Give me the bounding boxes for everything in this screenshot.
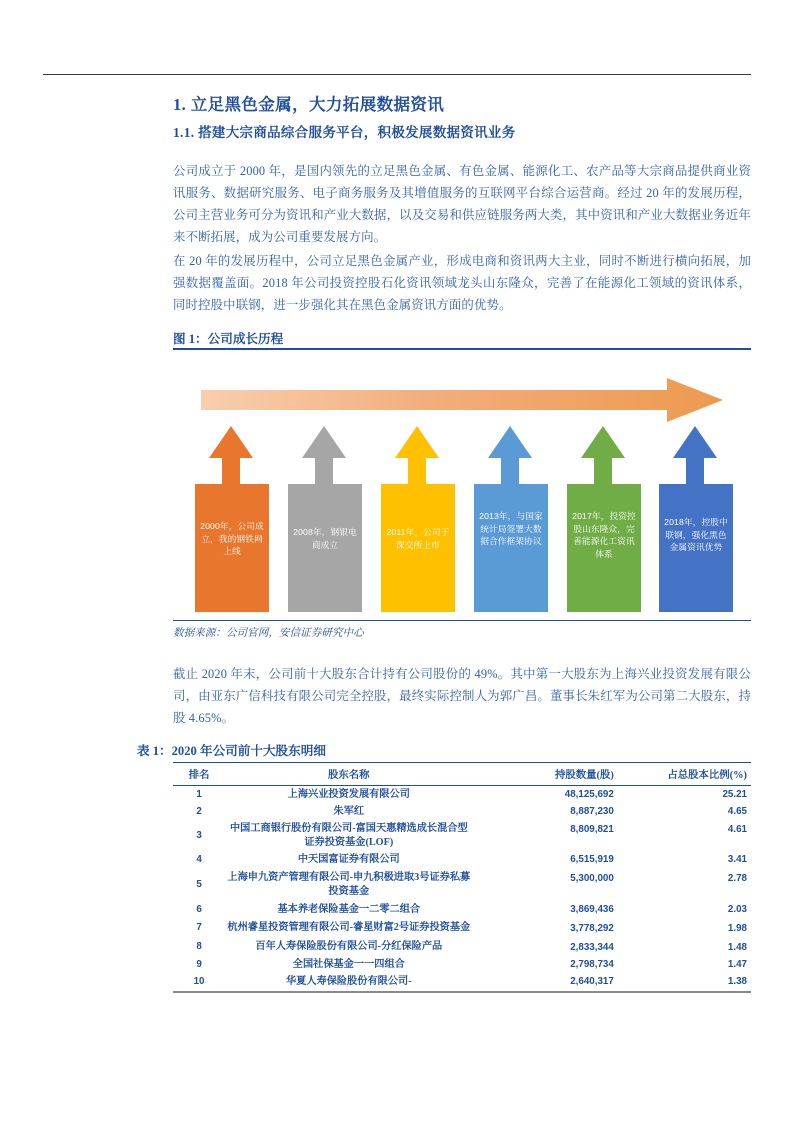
subsection-heading: 1.1. 搭建大宗商品综合服务平台，积极发展数据资讯业务 <box>173 125 516 140</box>
cell-quantity: 5,300,000 <box>570 873 614 885</box>
cell-rank: 8 <box>196 941 202 953</box>
cell-quantity: 3,869,436 <box>570 904 614 916</box>
cell-rank: 7 <box>196 922 202 934</box>
cell-rank: 10 <box>173 974 225 992</box>
milestone-label: 2013年，与国家统计局签署大数据合作框架协议 <box>479 511 543 547</box>
table-row <box>173 900 751 919</box>
cell-name: 华夏人寿保险股份有限公司- <box>225 974 472 992</box>
cell-name: 中国工商银行股份有限公司-富国天惠精选成长混合型证券投资基金(LOF) <box>229 822 468 849</box>
cell-percent: 4.61 <box>727 824 747 836</box>
milestone-2 <box>288 422 362 612</box>
milestone-4 <box>474 422 548 612</box>
figure-bottom-rule <box>173 620 751 621</box>
table-row <box>173 974 751 992</box>
cell-quantity: 2,833,344 <box>570 941 614 953</box>
shareholder-table-wrap <box>173 762 751 993</box>
up-arrow-icon <box>381 422 455 612</box>
milestone-6 <box>659 422 733 612</box>
section-heading: 1. 立足黑色金属，大力拓展数据资讯 <box>173 95 445 114</box>
table-row <box>173 938 751 957</box>
cell-rank: 6 <box>196 903 202 915</box>
milestone-label: 2008年，钢银电商成立 <box>293 527 357 550</box>
cell-percent: 4.65 <box>727 805 747 817</box>
table-body <box>173 786 751 992</box>
cell-name: 朱军红 <box>333 805 365 817</box>
cell-quantity: 2,798,734 <box>570 959 614 971</box>
paragraph-3: 截止 2020 年末，公司前十大股东合计持有公司股份的 49%。其中第一大股东为上海兴业投资发展有限公司，由亚东广信科技有限公司完全控股，最终实际控制人为郭广昌。董事长朱红军为公司第二大股东，持股 4.65%。 <box>173 667 751 725</box>
header-divider <box>43 74 751 75</box>
cell-percent: 3.41 <box>727 854 747 866</box>
table-row <box>173 852 751 869</box>
cell-percent: 1.38 <box>650 974 751 992</box>
cell-percent: 1.47 <box>727 959 747 971</box>
cell-rank: 5 <box>196 878 202 890</box>
cell-percent: 25.21 <box>722 788 747 800</box>
cell-name: 基本养老保险基金一二零二组合 <box>277 903 421 915</box>
cell-percent: 1.98 <box>727 923 747 935</box>
col-header-rank: 排名 <box>173 763 225 786</box>
milestone-label: 2000年，公司成立，我的钢铁网上线 <box>200 521 264 557</box>
cell-rank: 4 <box>196 854 202 866</box>
cell-name: 中天国富证券有限公司 <box>297 854 400 866</box>
cell-name: 全国社保基金一一四组合 <box>292 959 405 971</box>
cell-name: 百年人寿保险股份有限公司-分红保险产品 <box>255 941 443 953</box>
col-header-quantity: 持股数量(股) <box>472 763 649 786</box>
figure-source-note: 数据来源：公司官网，安信证券研究中心 <box>173 628 364 639</box>
milestone-5 <box>567 422 641 612</box>
col-header-name: 股东名称 <box>225 763 472 786</box>
table-row <box>173 869 751 900</box>
timeline-arrow-icon <box>201 378 723 422</box>
shareholder-table <box>173 762 751 993</box>
cell-rank: 2 <box>196 805 202 817</box>
table-row <box>173 820 751 851</box>
up-arrow-icon <box>288 422 362 612</box>
figure-caption: 图 1：公司成长历程 <box>173 332 284 346</box>
cell-quantity: 8,887,230 <box>570 805 614 817</box>
milestone-row <box>195 422 733 612</box>
cell-name: 上海兴业投资发展有限公司 <box>287 788 410 800</box>
milestone-label: 2017年，投资控股山东隆众，完善能源化工资讯体系 <box>572 511 636 559</box>
figure-growth-timeline <box>173 350 751 620</box>
cell-quantity: 48,125,692 <box>564 788 614 800</box>
cell-name: 上海申九资产管理有限公司-申九积极进取3号证券私募投资基金 <box>227 871 471 897</box>
cell-rank: 3 <box>196 830 202 841</box>
paragraph-1: 公司成立于 2000 年，是国内领先的立足黑色金属、有色金属、能源化工、农产品等大宗商品提供商业资讯服务、数据研究服务、电子商务服务及其增值服务的互联网平台综合运营商。经过 20 年的发展历程，公司主营业务可分为资讯和产业大数据，以及交易和供应链服务两大类，其中资讯和产业大数据业务近年来不断拓展，成为公司重要发展方向。 <box>173 164 751 244</box>
up-arrow-icon <box>195 422 269 612</box>
cell-quantity: 3,778,292 <box>570 923 614 935</box>
table-header-row <box>173 763 751 786</box>
cell-percent: 1.48 <box>727 941 747 953</box>
cell-quantity: 8,809,821 <box>570 824 614 836</box>
cell-rank: 9 <box>196 959 202 971</box>
cell-quantity: 6,515,919 <box>570 854 614 866</box>
cell-percent: 2.03 <box>727 904 747 916</box>
cell-name: 杭州睿星投资管理有限公司-睿星财富2号证券投资基金 <box>227 922 471 934</box>
milestone-3 <box>381 422 455 612</box>
milestone-label: 2018年，控股中联钢，强化黑色金属资讯优势 <box>664 517 728 553</box>
cell-percent: 2.78 <box>727 873 747 885</box>
table-row <box>173 803 751 820</box>
table-caption: 表 1：2020 年公司前十大股东明细 <box>137 744 326 758</box>
milestone-label: 2011年，公司于深交所上市 <box>386 527 450 550</box>
col-header-percent: 占总股本比例(%) <box>650 763 751 786</box>
table-row <box>173 957 751 974</box>
paragraph-2: 在 20 年的发展历程中，公司立足黑色金属产业，形成电商和资讯两大主业，同时不断进行横向拓展，加强数据覆盖面。2018 年公司投资控股石化资讯领域龙头山东隆众，完善了在能源化工领域的资讯体系，同时控股中联钢，进一步强化其在黑色金属资讯方面的优势。 <box>173 254 751 312</box>
table-row <box>173 786 751 804</box>
cell-quantity: 2,640,317 <box>472 974 649 992</box>
milestone-1 <box>195 422 269 612</box>
table-row <box>173 919 751 938</box>
cell-rank: 1 <box>196 788 202 800</box>
